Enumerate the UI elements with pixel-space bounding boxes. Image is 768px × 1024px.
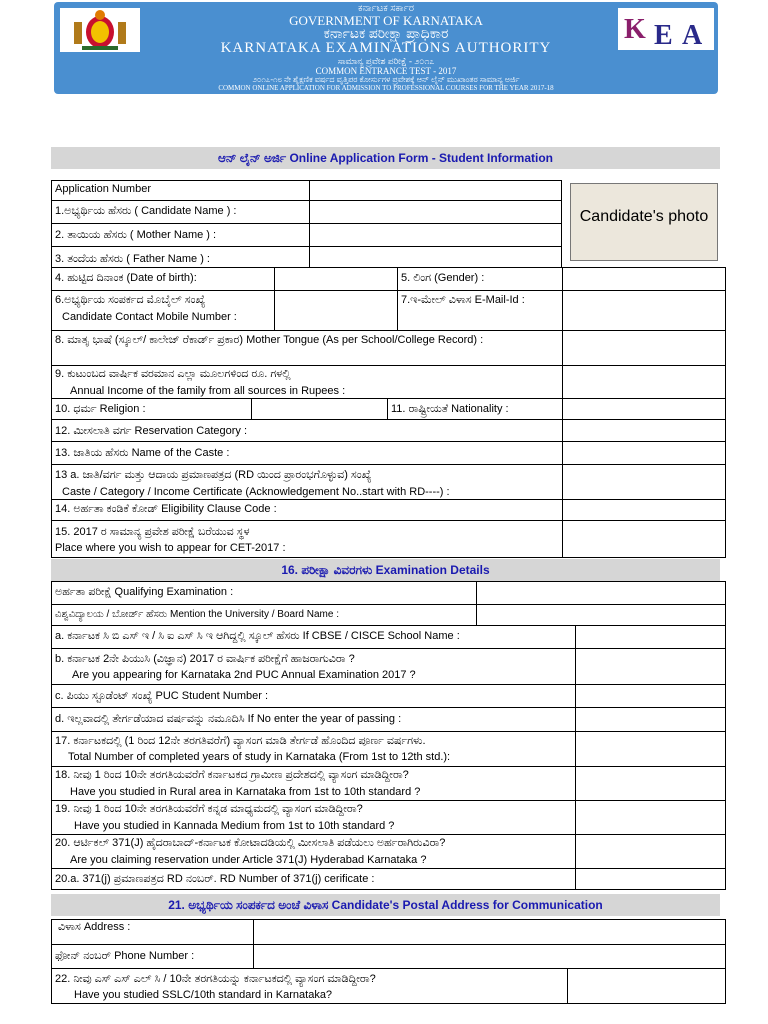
- mobile-label: Candidate Contact Mobile Number :: [62, 311, 237, 323]
- years-study-label: Total Number of completed years of study in Karnataka (From 1st to 12th std.):: [68, 751, 451, 763]
- years-study-input[interactable]: [575, 731, 726, 767]
- banner-authority: KARNATAKA EXAMINATIONS AUTHORITY: [220, 40, 552, 56]
- svg-text:K: K: [624, 14, 646, 45]
- mother-name-label: 2. ತಾಯಿಯ ಹೆಸರು ( Mother Name ) :: [55, 229, 217, 241]
- hk-reservation-input[interactable]: [575, 834, 726, 869]
- eligibility-input[interactable]: [562, 499, 726, 521]
- passing-year-input[interactable]: [575, 707, 726, 732]
- candidate-name-input[interactable]: [309, 200, 562, 224]
- header-banner: [54, 2, 718, 94]
- nationality-label: 11. ರಾಷ್ಟ್ರೀಯತೆ Nationality :: [391, 403, 509, 415]
- income-label: Annual Income of the family from all sources in Rupees :: [70, 385, 346, 397]
- banner-application: COMMON ONLINE APPLICATION FOR ADMISSION TO PROFESSIONAL COURSES FOR THE YEAR 2017-18: [218, 84, 554, 92]
- app-number-label: Application Number: [55, 183, 151, 195]
- cet-place-input[interactable]: [562, 520, 726, 558]
- email-label: 7.ಇ-ಮೇಲ್ ವಿಳಾಸ E-Mail-Id :: [401, 294, 525, 306]
- phone-input[interactable]: [253, 944, 726, 969]
- puc-appearing-input[interactable]: [575, 648, 726, 685]
- years-study-label-kn: 17. ಕರ್ನಾಟಕದಲ್ಲಿ (1 ರಿಂದ 12ನೇ ತರಗತಿವರೆಗೆ) ವ್ಯಾಸಂಗ ಮಾಡಿ ತೇರ್ಗಡೆ ಹೊಂದಿದ ಪೂರ್ಣ ವರ್ಷಗಳು.: [55, 735, 426, 747]
- svg-text:A: A: [682, 20, 703, 50]
- hk-reservation-label: Are you claiming reservation under Article 371(J) Hyderabad Karnataka ?: [70, 854, 427, 866]
- mobile-input[interactable]: [274, 290, 398, 331]
- rd-number-label: Caste / Category / Income Certificate (Acknowledgement No..start with RD----) :: [62, 486, 450, 498]
- candidate-photo-box[interactable]: Candidate's photo: [570, 183, 718, 261]
- banner-cet: COMMON ENTRANCE TEST - 2017: [315, 66, 457, 76]
- sslc-karnataka-label: Have you studied SSLC/10th standard in Karnataka?: [74, 989, 333, 1001]
- gender-input[interactable]: [562, 267, 726, 291]
- religion-label: 10. ಧರ್ಮ Religion :: [55, 403, 146, 415]
- father-name-input[interactable]: [309, 246, 562, 268]
- caste-input[interactable]: [562, 441, 726, 465]
- svg-text:E: E: [654, 20, 673, 50]
- father-name-label: 3. ತಂದೆಯ ಹೆಸರು ( Father Name ) :: [55, 253, 210, 265]
- mother-tongue-input[interactable]: [562, 330, 726, 366]
- phone-label: ಫೋನ್ ನಂಬರ್ Phone Number :: [55, 950, 195, 962]
- cet-place-label: Place where you wish to appear for CET-2017 :: [55, 542, 286, 554]
- university-label-kn: ವಿಶ್ವವಿದ್ಯಾಲಯ / ಬೋರ್ಡ್ ಹೆಸರು: [55, 609, 168, 620]
- banner-line-kn-application: ೨೦೧೭-೧೮ ನೇ ಶೈಕ್ಷಣಿಕ ವರ್ಷದ ವೃತ್ತಿಪರ ಕೋರ್ಸುಗಳ ಪ್ರವೇಶಕ್ಕೆ ಆನ್ ಲೈನ್ ಮುಖಾಂತರ ಸಾಮಾನ್ಯ ಅರ್ಜಿ: [252, 75, 520, 84]
- school-name-label: a. ಕರ್ನಾಟಕ ಸಿ ಬಿ ಎಸ್ ಇ / ಸಿ ಐ ಎಸ್ ಸಿ ಇ ಆಗಿದ್ದಲ್ಲಿ ಸ್ಕೂಲ್ ಹೆಸರು If CBSE / CISCE School Name :: [55, 630, 460, 642]
- banner-government: GOVERNMENT OF KARNATAKA: [289, 13, 483, 28]
- kannada-medium-label-kn: 19. ನೀವು 1 ರಿಂದ 10ನೇ ತರಗತಿಯವರೆಗೆ ಕನ್ನಡ ಮಾಧ್ಯಮದಲ್ಲಿ ವ್ಯಾಸಂಗ ಮಾಡಿದ್ದೀರಾ?: [55, 803, 363, 815]
- rd-number-label-kn: 13 a. ಜಾತಿ/ವರ್ಗ ಮತ್ತು ಆದಾಯ ಪ್ರಮಾಣಪತ್ರದ (RD ಯಿಂದ ಪ್ರಾರಂಭಗೊಳ್ಳುವ) ಸಂಖ್ಯೆ: [55, 469, 372, 481]
- university-input[interactable]: [476, 604, 726, 626]
- banner-line-kn-authority: ಕರ್ನಾಟಕ ಪರೀಕ್ಷಾ ಪ್ರಾಧಿಕಾರ: [323, 27, 449, 42]
- university-label: [55, 608, 339, 621]
- school-name-input[interactable]: [575, 625, 726, 649]
- app-number-input[interactable]: [309, 180, 562, 201]
- religion-input[interactable]: [251, 398, 388, 420]
- mobile-label-kn: 6.ಅಭ್ಯರ್ಥಿಯ ಸಂಪರ್ಕದ ಮೊಬೈಲ್ ಸಂಖ್ಯೆ: [55, 294, 206, 306]
- form-title: ಆನ್ ಲೈನ್ ಅರ್ಜಿ Online Application Form - Student Information: [51, 147, 720, 169]
- puc-appearing-label-kn: b. ಕರ್ನಾಟಕ 2ನೇ ಪಿಯುಸಿ (ವಿಜ್ಞಾನ) 2017 ರ ವಾರ್ಷಿಕ ಪರೀಕ್ಷೆಗೆ ಹಾಜರಾಗುವಿರಾ ?: [55, 653, 355, 665]
- reservation-input[interactable]: [562, 419, 726, 442]
- banner-line-kn-govt: ಕರ್ನಾಟಕ ಸರ್ಕಾರ: [357, 3, 415, 14]
- mother-name-input[interactable]: [309, 223, 562, 247]
- rural-study-label: Have you studied in Rural area in Karnataka from 1st to 10th standard ?: [70, 786, 421, 798]
- mother-tongue-label: 8. ಮಾತೃ ಭಾಷೆ (ಸ್ಕೂಲ್/ ಕಾಲೇಜ್ ರೆಕಾರ್ಡ್ ಪ್ರಕಾರ) Mother Tongue (As per School/College Record) :: [55, 334, 484, 346]
- puc-appearing-label: Are you appearing for Karnataka 2nd PUC Annual Examination 2017 ?: [72, 669, 416, 681]
- rd-371j-input[interactable]: [575, 868, 726, 890]
- address-section-title: 21. ಅಭ್ಯರ್ಥಿಯ ಸಂಪರ್ಕದ ಅಂಚೆ ವಿಳಾಸ Candidate's Postal Address for Communication: [51, 894, 720, 916]
- university-label-en: Mention the University / Board Name :: [170, 609, 339, 620]
- qualifying-input[interactable]: [476, 581, 726, 605]
- rural-study-input[interactable]: [575, 766, 726, 801]
- sslc-karnataka-label-kn: 22. ನೀವು ಎಸ್ ಎಸ್ ಎಲ್ ಸಿ / 10ನೇ ತರಗತಿಯನ್ನು ಕರ್ನಾಟಕದಲ್ಲಿ ವ್ಯಾಸಂಗ ಮಾಡಿದ್ದೀರಾ?: [55, 973, 376, 985]
- puc-number-input[interactable]: [575, 684, 726, 708]
- dob-label: 4. ಹುಟ್ಟಿದ ದಿನಾಂಕ (Date of birth):: [55, 272, 197, 284]
- income-input[interactable]: [562, 365, 726, 399]
- kannada-medium-input[interactable]: [575, 800, 726, 835]
- candidate-name-label: 1.ಅಭ್ಯರ್ಥಿಯ ಹೆಸರು ( Candidate Name ) :: [55, 205, 237, 217]
- exam-section-title: 16. ಪರೀಕ್ಷಾ ವಿವರಗಳು Examination Details: [51, 559, 720, 581]
- rd-371j-label: 20.a. 371(j) ಪ್ರಮಾಣಪತ್ರದ RD ನಂಬರ್. RD Number of 371(j) cerificate :: [55, 873, 375, 885]
- kannada-medium-label: Have you studied in Kannada Medium from 1st to 10th standard ?: [74, 820, 395, 832]
- gender-label: 5. ಲಿಂಗ (Gender) :: [401, 272, 485, 284]
- rd-number-input[interactable]: [562, 464, 726, 500]
- kea-logo: [618, 8, 714, 50]
- rural-study-label-kn: 18. ನೀವು 1 ರಿಂದ 10ನೇ ತರಗತಿಯವರೆಗೆ ಕರ್ನಾಟಕದ ಗ್ರಾಮೀಣ ಪ್ರದೇಶದಲ್ಲಿ ವ್ಯಾಸಂಗ ಮಾಡಿದ್ದೀರಾ?: [55, 769, 409, 781]
- dob-input[interactable]: [274, 267, 398, 291]
- puc-number-label: c. ಪಿಯು ಸ್ಟೂಡೆಂಟ್ ಸಂಖ್ಯೆ PUC Student Number :: [55, 690, 269, 702]
- cet-place-label-kn: 15. 2017 ರ ಸಾಮಾನ್ಯ ಪ್ರವೇಶ ಪರೀಕ್ಷೆ ಬರೆಯುವ ಸ್ಥಳ: [55, 526, 250, 538]
- income-label-kn: 9. ಕುಟುಂಬದ ವಾರ್ಷಿಕ ವರಮಾನ ಎಲ್ಲಾ ಮೂಲಗಳಿಂದ ರೂ. ಗಳಲ್ಲಿ: [55, 368, 291, 380]
- hk-reservation-label-kn: 20. ಆರ್ಟಿಕಲ್ 371(J) ಹೈದರಾಬಾದ್-ಕರ್ನಾಟಕ ಕೋಟಾದಡಿಯಲ್ಲಿ ಮೀಸಲಾತಿ ಪಡೆಯಲು ಅರ್ಹರಾಗಿರುವಿರಾ?: [55, 837, 446, 849]
- sslc-karnataka-input[interactable]: [567, 968, 726, 1004]
- address-label: ವಿಳಾಸ Address :: [58, 921, 131, 933]
- banner-line-kn-cet: ಸಾಮಾನ್ಯ ಪ್ರವೇಶ ಪರೀಕ್ಷೆ - ೨೦೧೭: [337, 56, 435, 66]
- email-input[interactable]: [562, 290, 726, 331]
- passing-year-label: d. ಇಲ್ಲವಾದಲ್ಲಿ ತೇರ್ಗಡೆಯಾದ ವರ್ಷವನ್ನು ನಮೂದಿಸಿ If No enter the year of passing :: [55, 713, 402, 725]
- nationality-input[interactable]: [562, 398, 726, 420]
- reservation-label: 12. ಮೀಸಲಾತಿ ವರ್ಗ Reservation Category :: [55, 425, 248, 437]
- eligibility-label: 14. ಅರ್ಹತಾ ಕಂಡಿಕೆ ಕೋಡ್ Eligibility Clause Code :: [55, 503, 277, 515]
- qualifying-label: ಅರ್ಹತಾ ಪರೀಕ್ಷೆ Qualifying Examination :: [55, 586, 234, 598]
- caste-label: 13. ಜಾತಿಯ ಹೆಸರು Name of the Caste :: [55, 447, 230, 459]
- address-input[interactable]: [253, 919, 726, 945]
